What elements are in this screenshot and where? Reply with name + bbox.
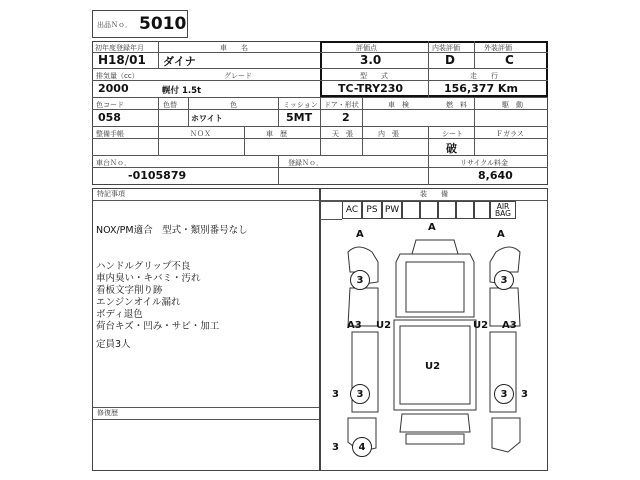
mark-top-center: A xyxy=(428,222,436,233)
manual-label: 整備手帳 xyxy=(96,130,124,138)
equip-ps: PS xyxy=(362,201,382,219)
mark-circle-lower-right: 3 xyxy=(494,384,514,404)
mark-top-right: A xyxy=(497,229,505,240)
mark-center-u2: U2 xyxy=(425,361,441,372)
mark-circle-upper-right: 3 xyxy=(494,270,514,290)
notes-line1: NOX/PM適合 型式・類別番号なし xyxy=(96,225,248,236)
mark-right-a3: A3 xyxy=(502,320,517,331)
chassis-label: 車台Ｎｏ． xyxy=(96,159,131,167)
color-value: ホワイト xyxy=(191,114,223,123)
mark-lower-left-out: 3 xyxy=(332,389,339,400)
notes-item-5: ボディ退色 xyxy=(96,309,143,320)
name-label: 車 名 xyxy=(220,44,248,52)
reg-label: 登録Ｎｏ． xyxy=(288,159,323,167)
mark-circle-upper-left: 3 xyxy=(350,270,370,290)
drive-label: 駆 動 xyxy=(502,101,523,109)
recycle-value: 8,640 xyxy=(478,169,513,182)
exterior-label: 外装評価 xyxy=(484,44,512,52)
colorcode-label: 色コード xyxy=(96,101,124,109)
mark-bottom-left-out: 3 xyxy=(332,442,339,453)
doors-value: 2 xyxy=(342,111,350,124)
displacement-label: 排気量（cc） xyxy=(96,72,139,80)
notes-item-6: 荷台キズ・凹み・サビ・加工 xyxy=(96,321,220,332)
glass-label: Ｆガラス xyxy=(496,130,524,138)
doors-label: ドア・形状 xyxy=(324,101,359,109)
interior-cond-label: 内 張 xyxy=(378,130,399,138)
equipment-label: 装 備 xyxy=(420,190,448,198)
mark-left-u2: U2 xyxy=(376,320,392,331)
grade-value: 幌付 1.5t xyxy=(162,86,202,96)
color-label: 色 xyxy=(230,101,237,109)
nox-label: ＮＯＸ xyxy=(190,130,211,138)
paint-label: 色替 xyxy=(163,101,177,109)
equip-5 xyxy=(420,201,438,219)
fuel-label: 燃 料 xyxy=(446,101,467,109)
mission-value: 5MT xyxy=(286,111,313,124)
score-label: 評価点 xyxy=(356,44,377,52)
seat-label: シート xyxy=(442,130,463,138)
mission-label: ミッション xyxy=(283,101,318,109)
sunroof-label: 天 張 xyxy=(332,130,353,138)
grade-label: グレード xyxy=(224,72,252,80)
history-label: 車 歴 xyxy=(266,130,287,138)
model-label: 型 式 xyxy=(360,72,388,80)
name-value: ダイナ xyxy=(163,55,196,68)
year-label: 初年度登録年月 xyxy=(95,44,144,52)
mark-left-a3: A3 xyxy=(347,320,362,331)
mark-right-u2: U2 xyxy=(473,320,489,331)
seat-value: 破 xyxy=(446,142,457,155)
equip-4 xyxy=(402,201,420,219)
notes-item-4: エンジンオイル漏れ xyxy=(96,297,181,308)
score-value: 3.0 xyxy=(360,53,382,67)
equip-pw: PW xyxy=(382,201,402,219)
colorcode-value: 058 xyxy=(98,111,121,124)
equip-airbag-text: AIR BAG xyxy=(495,202,511,218)
car-diagram xyxy=(320,222,548,470)
repair-label: 修復歴 xyxy=(97,409,118,417)
year-value: H18/01 xyxy=(98,53,146,67)
equip-8 xyxy=(474,201,490,219)
mileage-label: 走 行 xyxy=(470,72,498,80)
interior-value: D xyxy=(445,53,455,67)
exterior-value: C xyxy=(505,53,514,67)
displacement-value: 2000 xyxy=(98,82,129,95)
inspection-label: 車 検 xyxy=(388,101,409,109)
notes-item-2: 車内臭い・キバミ・汚れ xyxy=(96,273,201,284)
equip-7 xyxy=(456,201,474,219)
chassis-value: -0105879 xyxy=(128,169,187,182)
equip-6 xyxy=(438,201,456,219)
equip-airbag xyxy=(490,201,516,219)
model-value: TC-TRY230 xyxy=(338,82,404,95)
mark-top-left: A xyxy=(356,229,364,240)
notes-item-1: ハンドルグリップ不良 xyxy=(96,261,191,272)
special-label: 特記事項 xyxy=(97,190,125,198)
mark-circle-lower-left: 3 xyxy=(350,384,370,404)
interior-label: 内装評価 xyxy=(432,44,460,52)
notes-item-3: 看板文字削り跡 xyxy=(96,285,163,296)
recycle-label: リサイクル料金 xyxy=(460,159,509,167)
equip-ac: AC xyxy=(342,201,362,219)
mileage-value: 156,377 Km xyxy=(444,82,518,95)
lot-label: 出品Ｎｏ． xyxy=(97,21,132,29)
mark-lower-right-out: 3 xyxy=(521,389,528,400)
lot-box xyxy=(92,10,188,38)
notes-capacity: 定員3人 xyxy=(96,339,131,350)
lot-number: 5010 xyxy=(139,14,187,34)
mark-circle-bottom: 4 xyxy=(352,437,372,457)
